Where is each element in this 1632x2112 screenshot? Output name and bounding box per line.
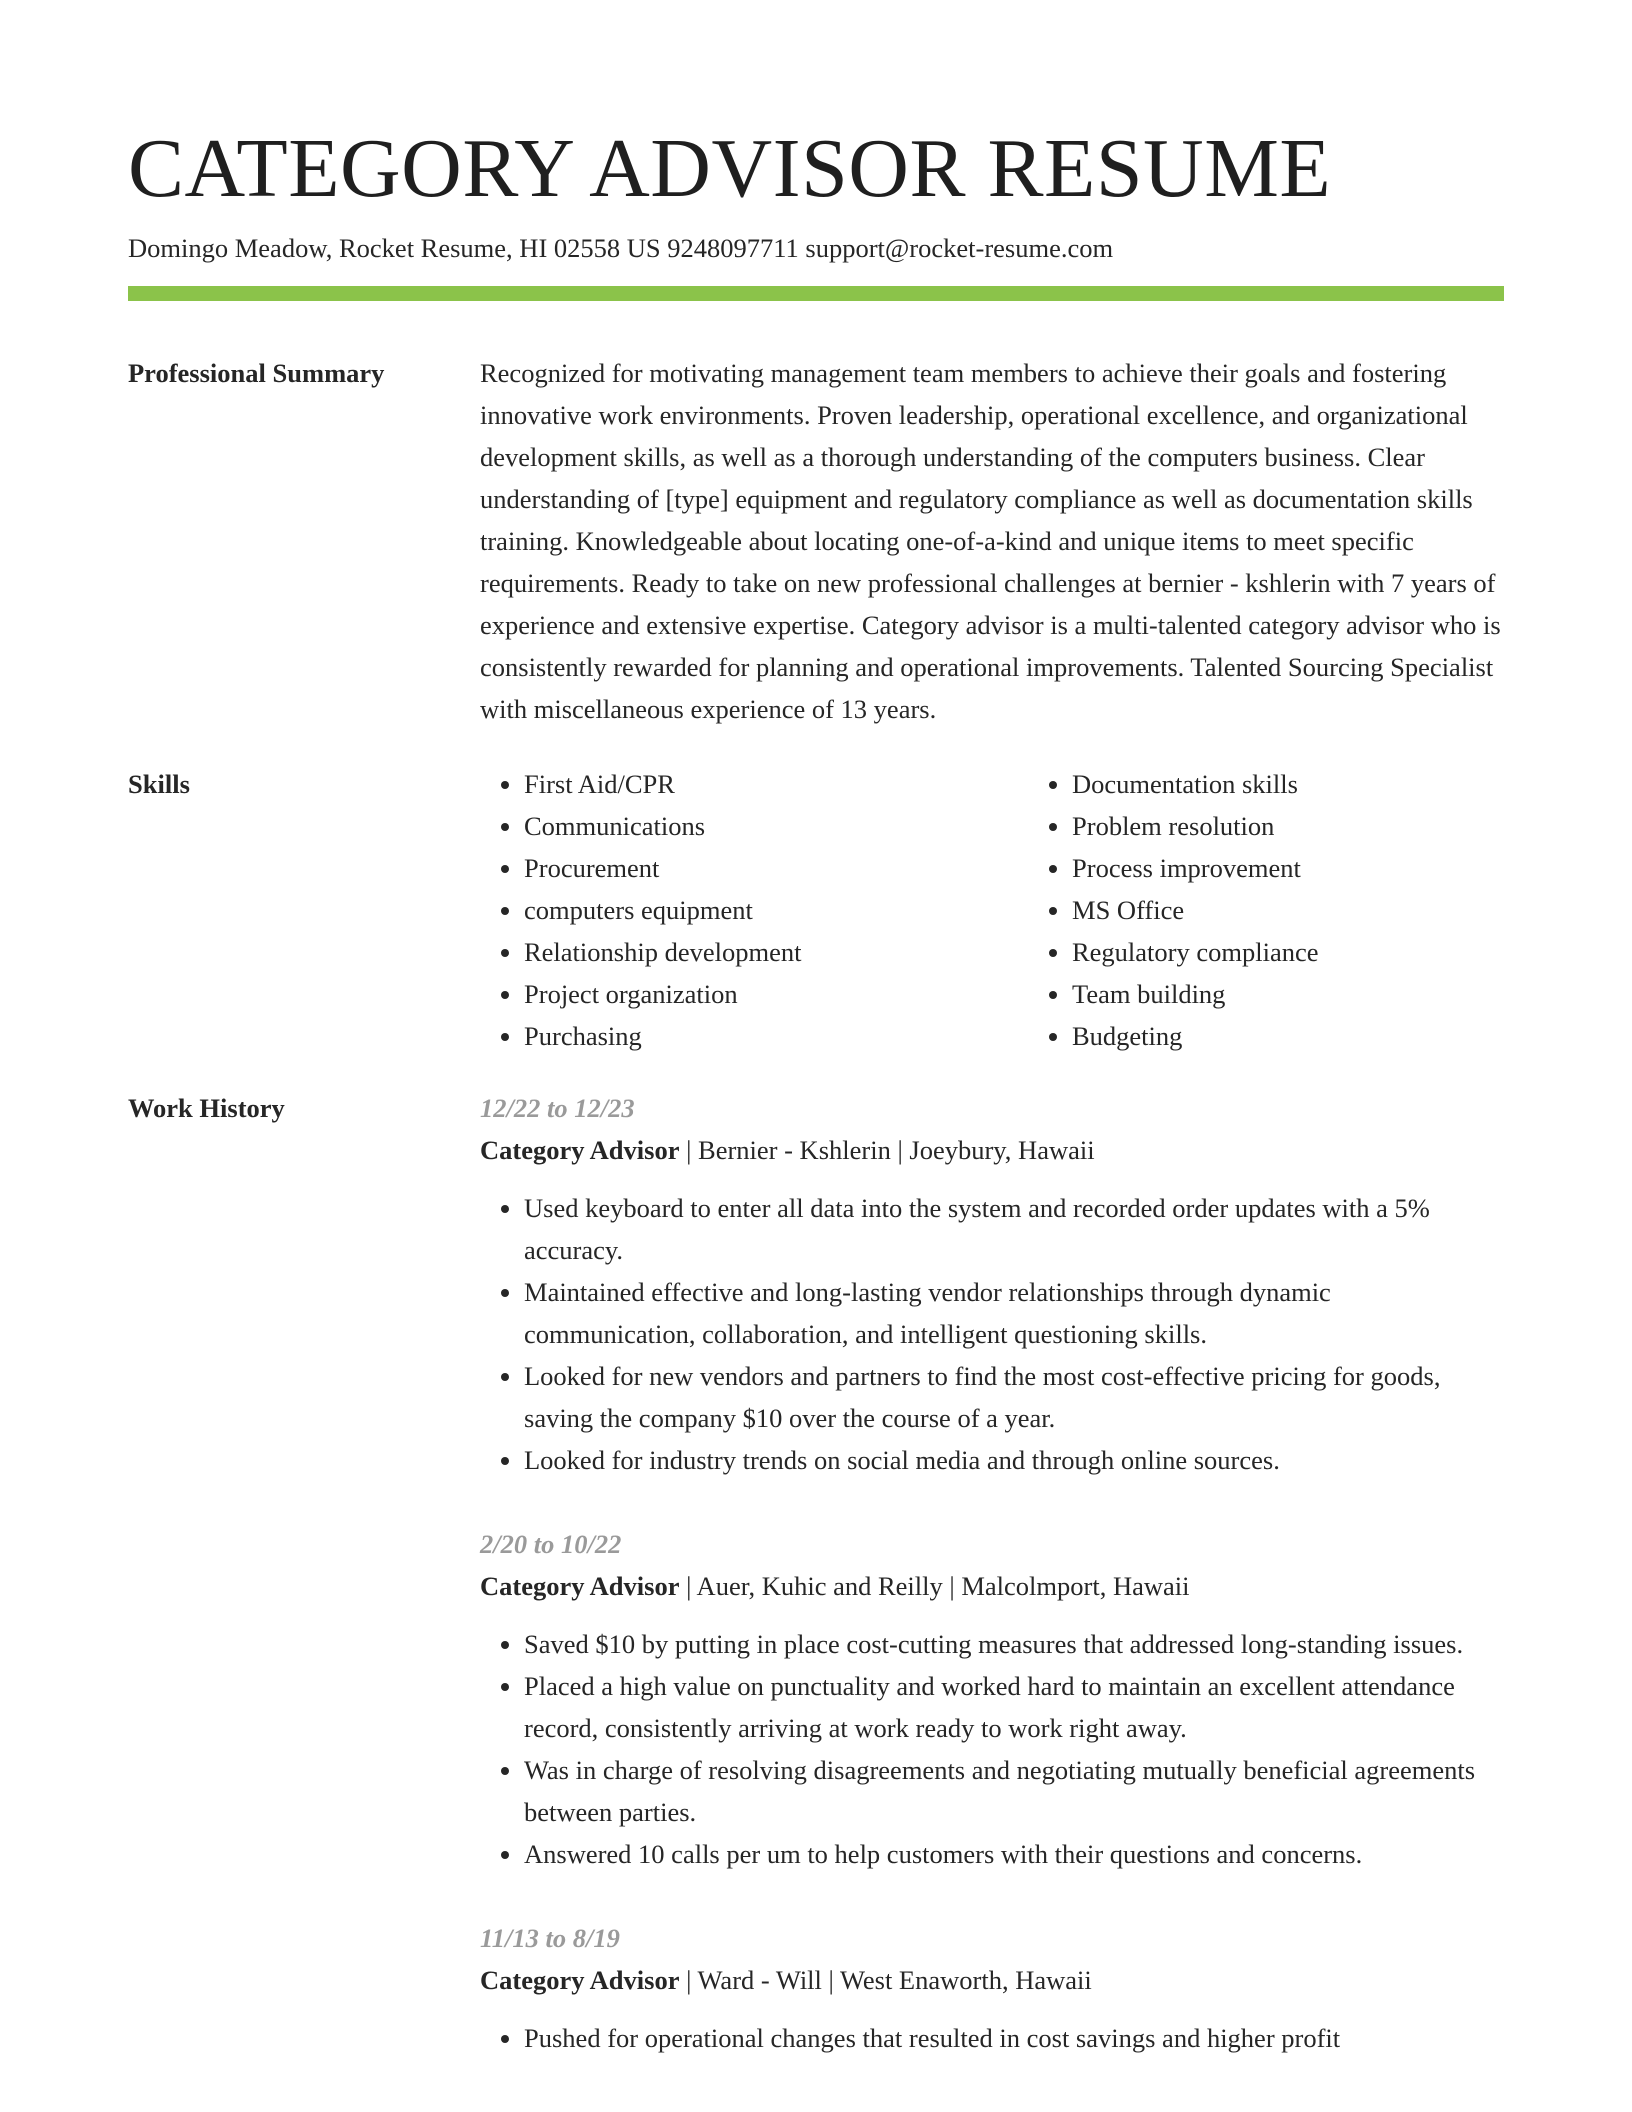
skill-item: • Procurement bbox=[524, 847, 1028, 889]
job-dates: 12/22 to 12/23 bbox=[480, 1093, 635, 1123]
section-label-summary: Professional Summary bbox=[128, 358, 385, 388]
skills-grid bbox=[480, 763, 1576, 1057]
job-title: Category Advisor bbox=[480, 1571, 680, 1601]
section-label-skills: Skills bbox=[128, 769, 190, 799]
skills-section bbox=[128, 763, 1504, 1057]
summary-content bbox=[480, 352, 1504, 730]
job-bullet: • Maintained effective and long-lasting vendor relationships through dynamic communication, collaboration, and intelligent questioning skills. bbox=[524, 1271, 1504, 1355]
skill-item: • Communications bbox=[524, 805, 1028, 847]
skill-item: • MS Office bbox=[1072, 889, 1576, 931]
job-title: Category Advisor bbox=[480, 1135, 680, 1165]
job-header bbox=[480, 1565, 1504, 1607]
resume-title: CATEGORY ADVISOR RESUME bbox=[128, 122, 1332, 215]
job-entry bbox=[480, 1917, 1504, 2059]
summary-text: Recognized for motivating management team members to achieve their goals and fostering innovative work environments. Proven leadership, operational excellence, and organizational development skills, as well as a thorough understanding of the computers business. Clear understanding of [type] equipment and regulatory compliance as well as documentation skills training. Knowledgeable about locating one-of-a-kind and unique items to meet specific requirements. Ready to take on new professional challenges at bernier - kshlerin with 7 years of experience and extensive expertise. Category advisor is a multi-talented category advisor who is consistently rewarded for planning and operational improvements. Talented Sourcing Specialist with miscellaneous experience of 13 years. bbox=[480, 358, 1501, 724]
header-divider bbox=[128, 286, 1504, 301]
skills-column-right bbox=[1028, 763, 1576, 1057]
job-bullets bbox=[480, 1623, 1504, 1875]
skill-item: • Relationship development bbox=[524, 931, 1028, 973]
professional-summary-section bbox=[128, 352, 1504, 730]
job-bullet: • Answered 10 calls per um to help customers with their questions and concerns. bbox=[524, 1833, 1504, 1875]
work-history-content bbox=[480, 1087, 1504, 2101]
work-history-section bbox=[128, 1087, 1504, 2101]
skill-item: • Documentation skills bbox=[1072, 763, 1576, 805]
skill-item: • computers equipment bbox=[524, 889, 1028, 931]
contact-info: Domingo Meadow, Rocket Resume, HI 02558 US 9248097711 support@rocket-resume.com bbox=[128, 233, 1114, 263]
job-entry bbox=[480, 1523, 1504, 1875]
job-details: | Bernier - Kshlerin | Joeybury, Hawaii bbox=[679, 1135, 1095, 1165]
skills-column-left bbox=[480, 763, 1028, 1057]
skill-item: • Budgeting bbox=[1072, 1015, 1576, 1057]
job-title: Category Advisor bbox=[480, 1965, 680, 1995]
job-details: | Ward - Will | West Enaworth, Hawaii bbox=[679, 1965, 1092, 1995]
skill-item: • Purchasing bbox=[524, 1015, 1028, 1057]
resume-page bbox=[128, 0, 1504, 2101]
job-bullet: • Used keyboard to enter all data into the system and recorded order updates with a 5% accuracy. bbox=[524, 1187, 1504, 1271]
job-bullet: • Saved $10 by putting in place cost-cutting measures that addressed long-standing issues. bbox=[524, 1623, 1504, 1665]
job-bullet: • Looked for new vendors and partners to find the most cost-effective pricing for goods, saving the company $10 over the course of a year. bbox=[524, 1355, 1504, 1439]
job-bullets bbox=[480, 1187, 1504, 1481]
job-bullet: • Looked for industry trends on social media and through online sources. bbox=[524, 1439, 1504, 1481]
job-header bbox=[480, 1959, 1504, 2001]
skill-item: • Problem resolution bbox=[1072, 805, 1576, 847]
skill-item: • Project organization bbox=[524, 973, 1028, 1015]
skill-item: • Process improvement bbox=[1072, 847, 1576, 889]
skill-item: • Team building bbox=[1072, 973, 1576, 1015]
job-bullet: • Was in charge of resolving disagreements and negotiating mutually beneficial agreements between parties. bbox=[524, 1749, 1504, 1833]
job-details: | Auer, Kuhic and Reilly | Malcolmport, Hawaii bbox=[679, 1571, 1190, 1601]
job-dates: 2/20 to 10/22 bbox=[480, 1529, 622, 1559]
job-header bbox=[480, 1129, 1504, 1171]
skill-item: • First Aid/CPR bbox=[524, 763, 1028, 805]
job-bullets bbox=[480, 2017, 1504, 2059]
section-label-work-history: Work History bbox=[128, 1093, 285, 1123]
job-bullet: • Placed a high value on punctuality and worked hard to maintain an excellent attendance record, consistently arriving at work ready to work right away. bbox=[524, 1665, 1504, 1749]
job-dates: 11/13 to 8/19 bbox=[480, 1923, 620, 1953]
job-bullet: • Pushed for operational changes that resulted in cost savings and higher profit bbox=[524, 2017, 1504, 2059]
job-entry bbox=[480, 1087, 1504, 1481]
skill-item: • Regulatory compliance bbox=[1072, 931, 1576, 973]
